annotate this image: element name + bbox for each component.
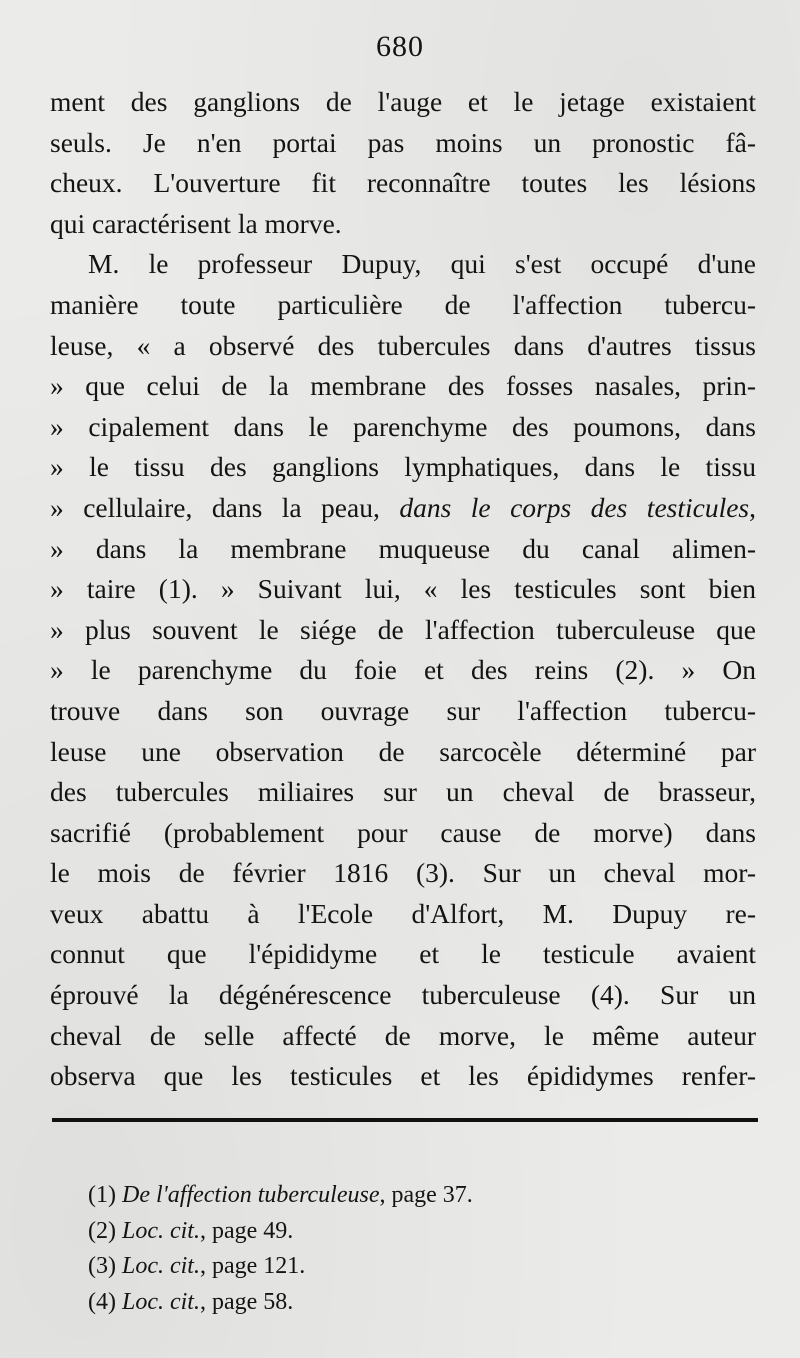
footnote-page: , page 121. xyxy=(199,1253,306,1279)
text-line: » le parenchyme du foie et des reins (2). » On xyxy=(50,654,756,686)
text-line: éprouvé la dégénérescence tuberculeuse (4). Sur un xyxy=(50,979,756,1011)
footnote-page: , page 37. xyxy=(379,1182,473,1208)
text-line: le mois de février 1816 (3). Sur un cheval mor- xyxy=(50,857,756,889)
footnote-number: (2) xyxy=(88,1217,116,1244)
footnote-number: (1) xyxy=(88,1182,116,1208)
footnote-source: Loc. cit. xyxy=(121,1288,200,1315)
text-line: des tubercules miliaires sur un cheval de brasseur, xyxy=(50,776,756,808)
footnote xyxy=(88,1249,708,1285)
page-number: 680 xyxy=(376,30,424,63)
footnote-page: , page 58. xyxy=(199,1288,294,1315)
text-line: cheval de selle affecté de morve, le même auteur xyxy=(50,1019,756,1051)
text-line: ment des ganglions de l'auge et le jetage existaient xyxy=(50,86,756,117)
text-segment: » cellulaire, dans la peau, xyxy=(50,491,380,523)
footnote xyxy=(88,1285,708,1321)
footnotes xyxy=(88,1178,708,1320)
text-line: seuls. Je n'en portai pas moins un pronostic fâ- xyxy=(50,126,756,158)
text-line: trouve dans son ouvrage sur l'affection tubercu- xyxy=(50,694,756,726)
text-line: observa que les testicules et les épididymes renfer- xyxy=(50,1060,756,1092)
text-line: M. le professeur Dupuy, qui s'est occupé d'une xyxy=(88,248,756,280)
footnote-page: , page 49. xyxy=(199,1217,294,1244)
text-line: qui caractérisent la morve. xyxy=(50,207,342,239)
footnote xyxy=(88,1178,708,1214)
footnote-number: (3) xyxy=(88,1253,116,1279)
text-line: » taire (1). » Suivant lui, « les testicules sont bien xyxy=(50,573,756,605)
footnote-number: (4) xyxy=(88,1288,116,1315)
text-line: veux abattu à l'Ecole d'Alfort, M. Dupuy re- xyxy=(50,897,756,929)
text-line: connut que l'épididyme et le testicule avaient xyxy=(50,938,756,970)
footnote-source: De l'affection tuberculeuse xyxy=(121,1182,380,1208)
footnote-source: Loc. cit. xyxy=(121,1253,200,1279)
text-line: » cipalement dans le parenchyme des poumons, dans xyxy=(50,410,756,442)
text-line: leuse, « a observé des tubercules dans d'autres tissus xyxy=(50,329,756,361)
text-line: manière toute particulière de l'affection tubercu- xyxy=(50,288,756,320)
footnote-source: Loc. cit. xyxy=(121,1217,200,1244)
italic-phrase: dans le corps des testicules xyxy=(399,491,750,523)
text-line: » que celui de la membrane des fosses nasales, prin- xyxy=(50,370,756,402)
text-segment: , xyxy=(749,491,757,523)
text-line: » le tissu des ganglions lymphatiques, dans le tissu xyxy=(50,451,756,483)
text-line: » dans la membrane muqueuse du canal alimen- xyxy=(50,532,756,564)
text-line: cheux. L'ouverture fit reconnaître toutes les lésions xyxy=(50,167,756,199)
footnote-rule xyxy=(52,1118,758,1122)
footnote xyxy=(88,1214,708,1250)
text-line: » plus souvent le siége de l'affection tuberculeuse que xyxy=(50,613,756,645)
text-line: sacrifié (probablement pour cause de morve) dans xyxy=(50,816,756,848)
text-line-with-italic xyxy=(50,488,756,529)
body-text xyxy=(50,82,756,1097)
text-line: leuse une observation de sarcocèle déterminé par xyxy=(50,735,756,767)
